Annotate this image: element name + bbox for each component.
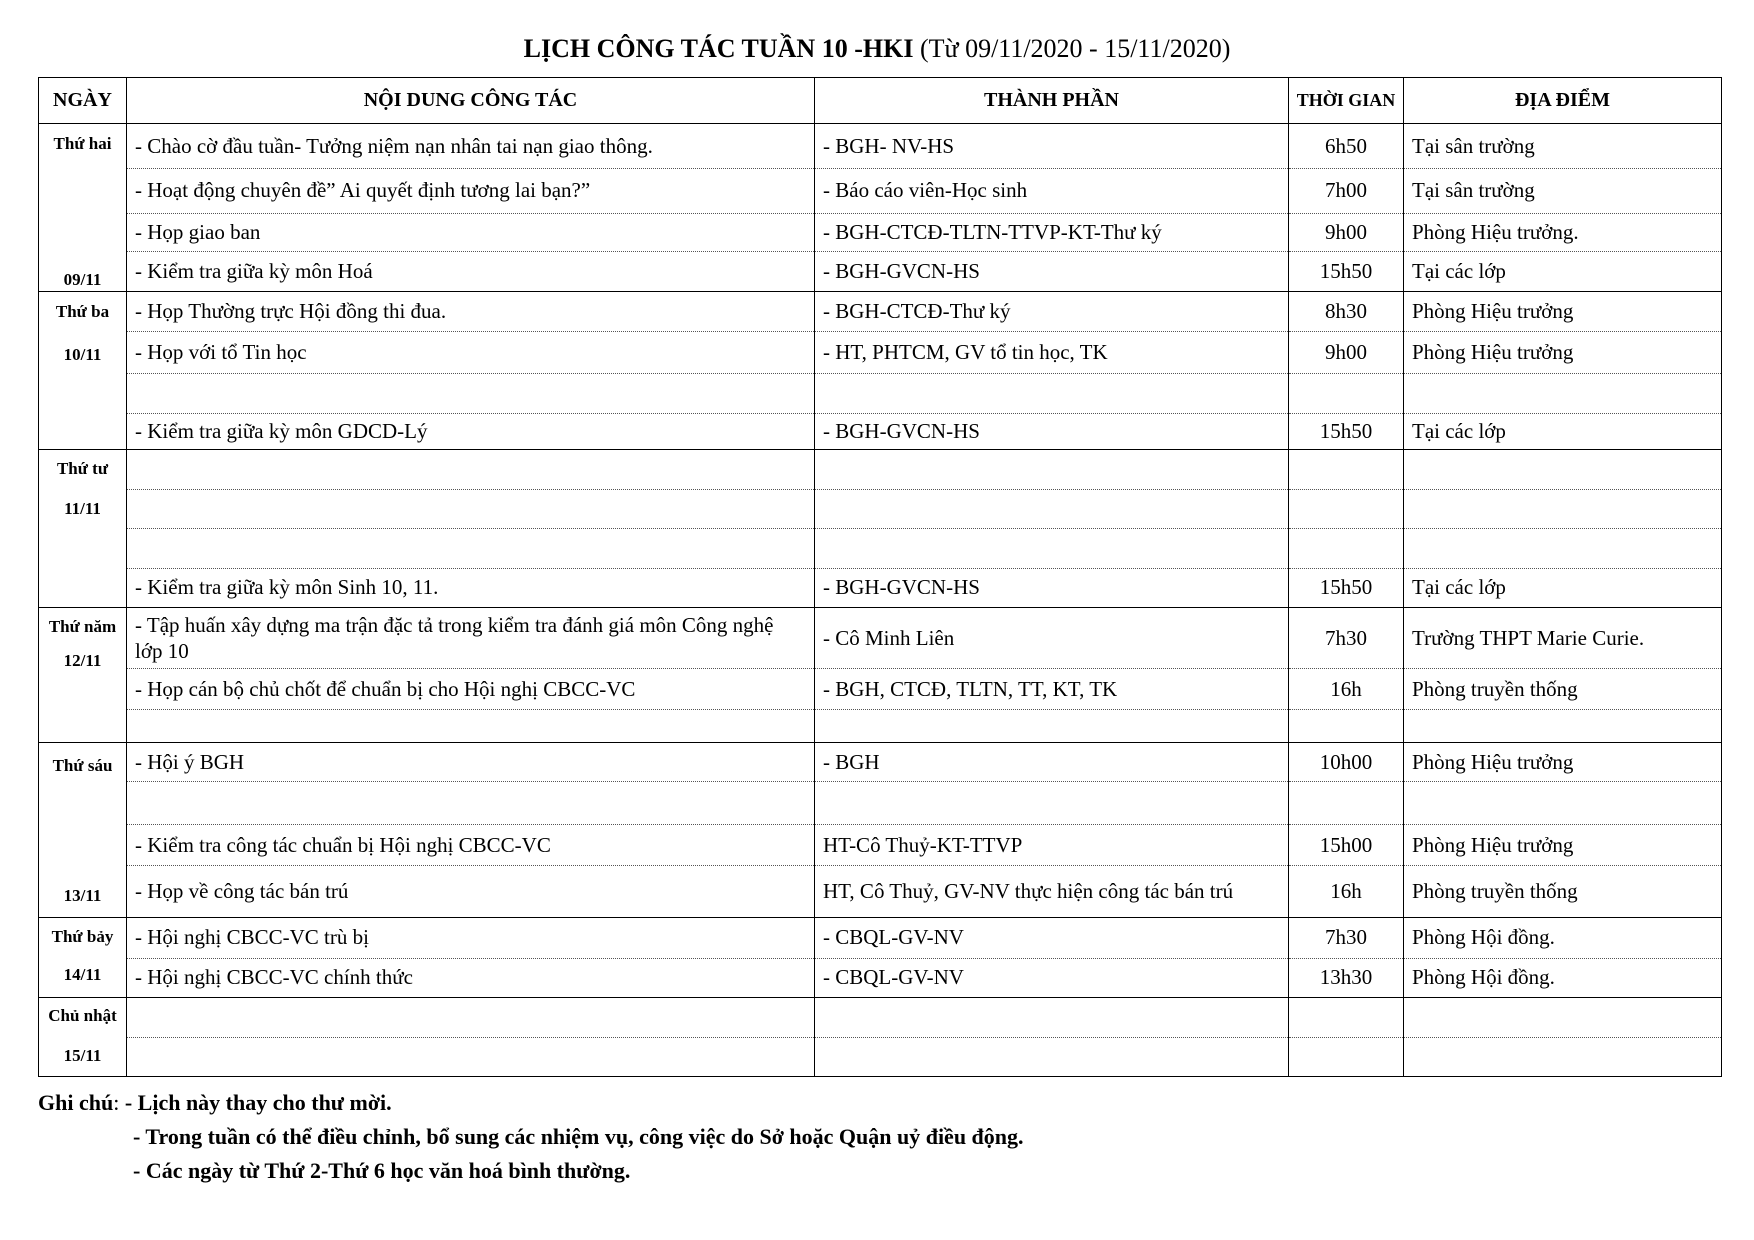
- note-line-2: - Trong tuần có thể điều chỉnh, bổ sung các nhiệm vụ, công việc do Sở hoặc Quận uỷ điều động.: [133, 1124, 1024, 1149]
- table-row: [39, 782, 1722, 825]
- day-cell: [39, 608, 127, 743]
- table-row: [39, 743, 1722, 782]
- task-cell: [127, 782, 815, 825]
- task-cell: - Họp về công tác bán trú: [127, 865, 815, 917]
- schedule-table: [38, 77, 1722, 1077]
- day-cell: [39, 450, 127, 608]
- participants-cell: - BGH, CTCĐ, TLTN, TT, KT, TK: [815, 669, 1289, 709]
- day-name: Chủ nhật: [48, 1006, 117, 1025]
- task-cell: - Tập huấn xây dựng ma trận đặc tả trong kiểm tra đánh giá môn Công nghệ lớp 10: [127, 608, 815, 669]
- participants-cell: - HT, PHTCM, GV tổ tin học, TK: [815, 332, 1289, 373]
- location-cell: [1404, 373, 1722, 413]
- day-date: 15/11: [63, 1046, 102, 1065]
- location-cell: Phòng Hội đồng.: [1404, 958, 1722, 998]
- table-row: [39, 373, 1722, 413]
- task-cell: [127, 998, 815, 1038]
- task-cell: [127, 373, 815, 413]
- page-title: [0, 31, 1754, 67]
- notes-section: [38, 1086, 1024, 1188]
- location-cell: Phòng Hiệu trưởng: [1404, 825, 1722, 865]
- location-cell: Tại sân trường: [1404, 124, 1722, 169]
- day-name: Thứ tư: [56, 459, 109, 478]
- time-cell: [1289, 529, 1404, 568]
- location-cell: Phòng truyền thống: [1404, 865, 1722, 917]
- location-cell: Phòng Hiệu trưởng: [1404, 292, 1722, 332]
- participants-cell: - BGH: [815, 743, 1289, 782]
- task-cell: [127, 709, 815, 742]
- day-date: 11/11: [64, 499, 101, 518]
- time-cell: 8h30: [1289, 292, 1404, 332]
- time-cell: 16h: [1289, 865, 1404, 917]
- schedule-body: [39, 124, 1722, 1077]
- header-day: NGÀY: [39, 78, 127, 124]
- table-row: [39, 918, 1722, 959]
- participants-cell: [815, 1037, 1289, 1077]
- location-cell: Phòng Hiệu trưởng: [1404, 332, 1722, 373]
- participants-cell: - CBQL-GV-NV: [815, 958, 1289, 998]
- table-row: [39, 413, 1722, 449]
- participants-cell: - BGH-GVCN-HS: [815, 413, 1289, 449]
- task-cell: - Kiểm tra giữa kỳ môn GDCD-Lý: [127, 413, 815, 449]
- notes-label: Ghi chú: [38, 1090, 114, 1115]
- day-cell: [39, 292, 127, 450]
- time-cell: 16h: [1289, 669, 1404, 709]
- task-cell: - Họp Thường trực Hội đồng thi đua.: [127, 292, 815, 332]
- time-cell: [1289, 782, 1404, 825]
- participants-cell: - BGH- NV-HS: [815, 124, 1289, 169]
- note-text: - Lịch này thay cho thư mời.: [124, 1090, 392, 1115]
- location-cell: [1404, 709, 1722, 742]
- header-participants: THÀNH PHẦN: [815, 78, 1289, 124]
- day-name: Thứ ba: [55, 302, 110, 321]
- time-cell: 7h30: [1289, 608, 1404, 669]
- time-cell: 9h00: [1289, 213, 1404, 251]
- task-cell: - Chào cờ đầu tuần- Tưởng niệm nạn nhân tai nạn giao thông.: [127, 124, 815, 169]
- participants-cell: [815, 490, 1289, 529]
- participants-cell: - BGH-CTCĐ-TLTN-TTVP-KT-Thư ký: [815, 213, 1289, 251]
- day-name: Thứ năm: [48, 617, 117, 636]
- table-row: [39, 825, 1722, 865]
- table-row: [39, 213, 1722, 251]
- task-cell: - Hội nghị CBCC-VC chính thức: [127, 958, 815, 998]
- time-cell: 6h50: [1289, 124, 1404, 169]
- day-cell: [39, 124, 127, 292]
- participants-cell: - BGH-GVCN-HS: [815, 251, 1289, 291]
- table-row: [39, 568, 1722, 607]
- title-date-range: (Từ 09/11/2020 - 15/11/2020): [919, 34, 1231, 63]
- location-cell: Trường THPT Marie Curie.: [1404, 608, 1722, 669]
- time-cell: 7h30: [1289, 918, 1404, 959]
- table-row: [39, 124, 1722, 169]
- header-row: [39, 78, 1722, 124]
- participants-cell: [815, 709, 1289, 742]
- participants-cell: [815, 373, 1289, 413]
- day-date: 09/11: [63, 270, 102, 289]
- day-date: 12/11: [63, 651, 102, 670]
- time-cell: 15h00: [1289, 825, 1404, 865]
- participants-cell: [815, 782, 1289, 825]
- task-cell: [127, 450, 815, 490]
- table-row: [39, 251, 1722, 291]
- day-cell: [39, 918, 127, 998]
- table-row: [39, 998, 1722, 1038]
- time-cell: 15h50: [1289, 251, 1404, 291]
- participants-cell: - BGH-CTCĐ-Thư ký: [815, 292, 1289, 332]
- table-row: [39, 450, 1722, 490]
- location-cell: Tại các lớp: [1404, 568, 1722, 607]
- participants-cell: - Cô Minh Liên: [815, 608, 1289, 669]
- day-date: 10/11: [63, 345, 102, 364]
- header-location: ĐỊA ĐIỂM: [1404, 78, 1722, 124]
- task-cell: - Họp cán bộ chủ chốt để chuẩn bị cho Hội nghị CBCC-VC: [127, 669, 815, 709]
- day-cell: [39, 743, 127, 918]
- day-date: 13/11: [63, 886, 102, 905]
- table-row: [39, 490, 1722, 529]
- table-row: [39, 292, 1722, 332]
- note-line-1: Ghi chú: - Lịch này thay cho thư mời.: [38, 1090, 392, 1115]
- task-cell: - Kiểm tra giữa kỳ môn Sinh 10, 11.: [127, 568, 815, 607]
- task-cell: [127, 490, 815, 529]
- time-cell: 13h30: [1289, 958, 1404, 998]
- location-cell: Phòng truyền thống: [1404, 669, 1722, 709]
- location-cell: [1404, 782, 1722, 825]
- time-cell: [1289, 450, 1404, 490]
- location-cell: Phòng Hiệu trưởng.: [1404, 213, 1722, 251]
- day-name: Thứ hai: [53, 134, 112, 153]
- task-cell: - Hội nghị CBCC-VC trù bị: [127, 918, 815, 959]
- day-name: Thứ sáu: [52, 756, 113, 775]
- location-cell: Tại sân trường: [1404, 169, 1722, 213]
- task-cell: - Kiểm tra giữa kỳ môn Hoá: [127, 251, 815, 291]
- location-cell: [1404, 529, 1722, 568]
- task-cell: - Họp với tổ Tin học: [127, 332, 815, 373]
- participants-cell: HT, Cô Thuỷ, GV-NV thực hiện công tác bán trú: [815, 865, 1289, 917]
- time-cell: [1289, 373, 1404, 413]
- task-cell: - Hội ý BGH: [127, 743, 815, 782]
- table-row: [39, 332, 1722, 373]
- table-row: [39, 169, 1722, 213]
- table-row: [39, 865, 1722, 917]
- note-line-3: - Các ngày từ Thứ 2-Thứ 6 học văn hoá bình thường.: [133, 1158, 631, 1183]
- participants-cell: HT-Cô Thuỷ-KT-TTVP: [815, 825, 1289, 865]
- time-cell: 9h00: [1289, 332, 1404, 373]
- task-cell: [127, 529, 815, 568]
- location-cell: Phòng Hội đồng.: [1404, 918, 1722, 959]
- participants-cell: - CBQL-GV-NV: [815, 918, 1289, 959]
- participants-cell: [815, 998, 1289, 1038]
- header-time: THỜI GIAN: [1289, 78, 1404, 124]
- participants-cell: [815, 450, 1289, 490]
- participants-cell: - BGH-GVCN-HS: [815, 568, 1289, 607]
- table-row: [39, 958, 1722, 998]
- location-cell: [1404, 490, 1722, 529]
- time-cell: [1289, 490, 1404, 529]
- location-cell: Phòng Hiệu trưởng: [1404, 743, 1722, 782]
- table-row: [39, 669, 1722, 709]
- location-cell: [1404, 450, 1722, 490]
- table-row: [39, 1037, 1722, 1077]
- day-name: Thứ bảy: [51, 927, 114, 946]
- location-cell: [1404, 998, 1722, 1038]
- task-cell: [127, 1037, 815, 1077]
- location-cell: Tại các lớp: [1404, 413, 1722, 449]
- location-cell: Tại các lớp: [1404, 251, 1722, 291]
- task-cell: - Họp giao ban: [127, 213, 815, 251]
- table-row: [39, 529, 1722, 568]
- day-cell: [39, 998, 127, 1077]
- table-row: [39, 709, 1722, 742]
- day-date: 14/11: [63, 965, 102, 984]
- table-row: [39, 608, 1722, 669]
- time-cell: [1289, 1037, 1404, 1077]
- time-cell: 15h50: [1289, 568, 1404, 607]
- title-main: LỊCH CÔNG TÁC TUẦN 10 -HKI: [523, 34, 914, 63]
- time-cell: [1289, 998, 1404, 1038]
- time-cell: 10h00: [1289, 743, 1404, 782]
- time-cell: [1289, 709, 1404, 742]
- time-cell: 15h50: [1289, 413, 1404, 449]
- header-content: NỘI DUNG CÔNG TÁC: [127, 78, 815, 124]
- participants-cell: - Báo cáo viên-Học sinh: [815, 169, 1289, 213]
- task-cell: - Hoạt động chuyên đề” Ai quyết định tương lai bạn?”: [127, 169, 815, 213]
- location-cell: [1404, 1037, 1722, 1077]
- time-cell: 7h00: [1289, 169, 1404, 213]
- task-cell: - Kiểm tra công tác chuẩn bị Hội nghị CBCC-VC: [127, 825, 815, 865]
- participants-cell: [815, 529, 1289, 568]
